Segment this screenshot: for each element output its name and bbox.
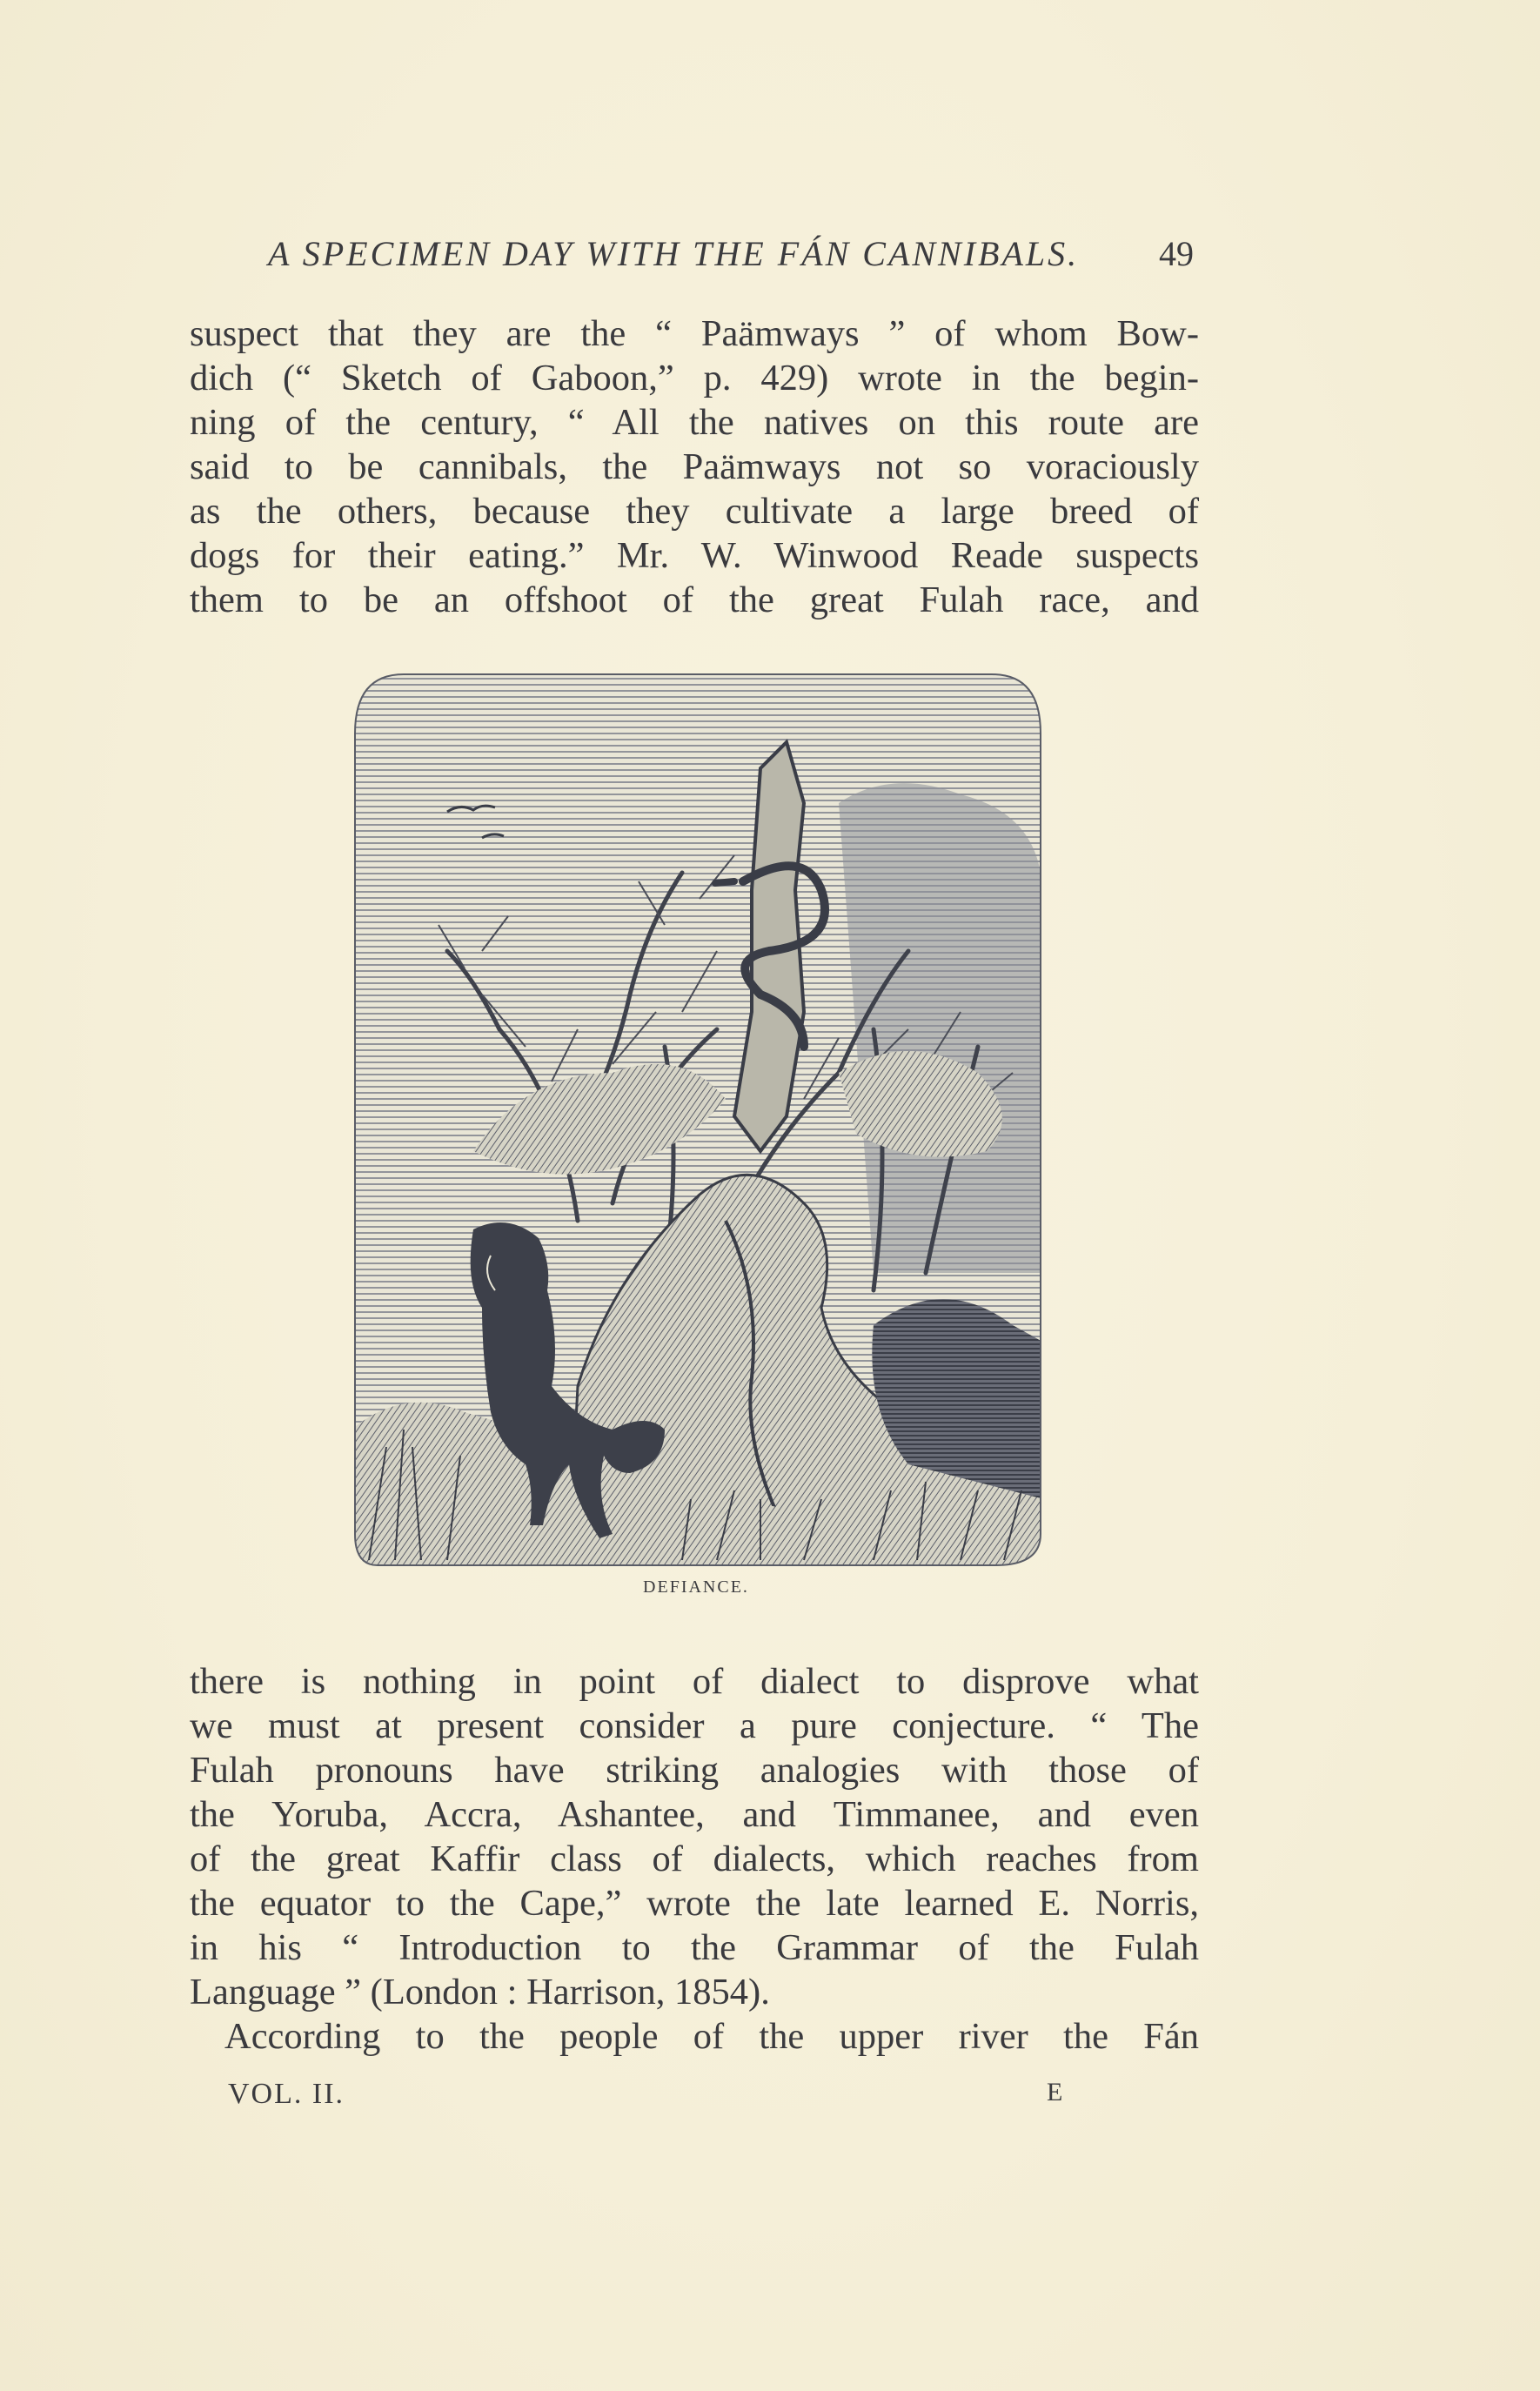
text-line: them to be an offshoot of the great Fulah race, and xyxy=(190,579,1199,620)
text-line: the Yoruba, Accra, Ashantee, and Timmanee, and even xyxy=(190,1794,1199,1835)
engraving-illustration xyxy=(352,664,1044,1569)
text-line: said to be cannibals, the Paämways not so voraciously xyxy=(190,446,1199,487)
figure-caption: DEFIANCE. xyxy=(643,1577,749,1597)
body-text-bottom xyxy=(190,1659,1199,2059)
text-line: we must at present consider a pure conjecture. “ The xyxy=(190,1705,1199,1746)
gathering-signature: E xyxy=(1047,2078,1063,2106)
text-line: there is nothing in point of dialect to disprove what xyxy=(190,1661,1199,1702)
running-title: A SPECIMEN DAY WITH THE FÁN CANNIBALS. xyxy=(268,234,1080,273)
text-line: the equator to the Cape,” wrote the late learned E. Norris, xyxy=(190,1883,1199,1924)
text-line: Fulah pronouns have striking analogies with those of xyxy=(190,1750,1199,1791)
engraving-image xyxy=(352,664,1044,1569)
text-line: ning of the century, “ All the natives on this route are xyxy=(190,402,1199,443)
text-line: of the great Kaffir class of dialects, which reaches from xyxy=(190,1838,1199,1879)
body-text-top xyxy=(190,311,1199,622)
volume-signature: VOL. II. xyxy=(228,2078,345,2110)
page-number: 49 xyxy=(1159,234,1194,273)
text-line: suspect that they are the “ Paämways ” of whom Bow- xyxy=(190,313,1199,354)
text-line: Language ” (London : Harrison, 1854). xyxy=(190,1972,770,2013)
text-line: dich (“ Sketch of Gaboon,” p. 429) wrote in the begin- xyxy=(190,358,1199,398)
text-line: as the others, because they cultivate a large breed of xyxy=(190,491,1199,532)
running-head xyxy=(190,233,1199,285)
text-line: in his “ Introduction to the Grammar of the Fulah xyxy=(190,1927,1199,1968)
text-line: According to the people of the upper river the Fán xyxy=(224,2016,1199,2057)
text-line: dogs for their eating.” Mr. W. Winwood Reade suspects xyxy=(190,535,1199,576)
